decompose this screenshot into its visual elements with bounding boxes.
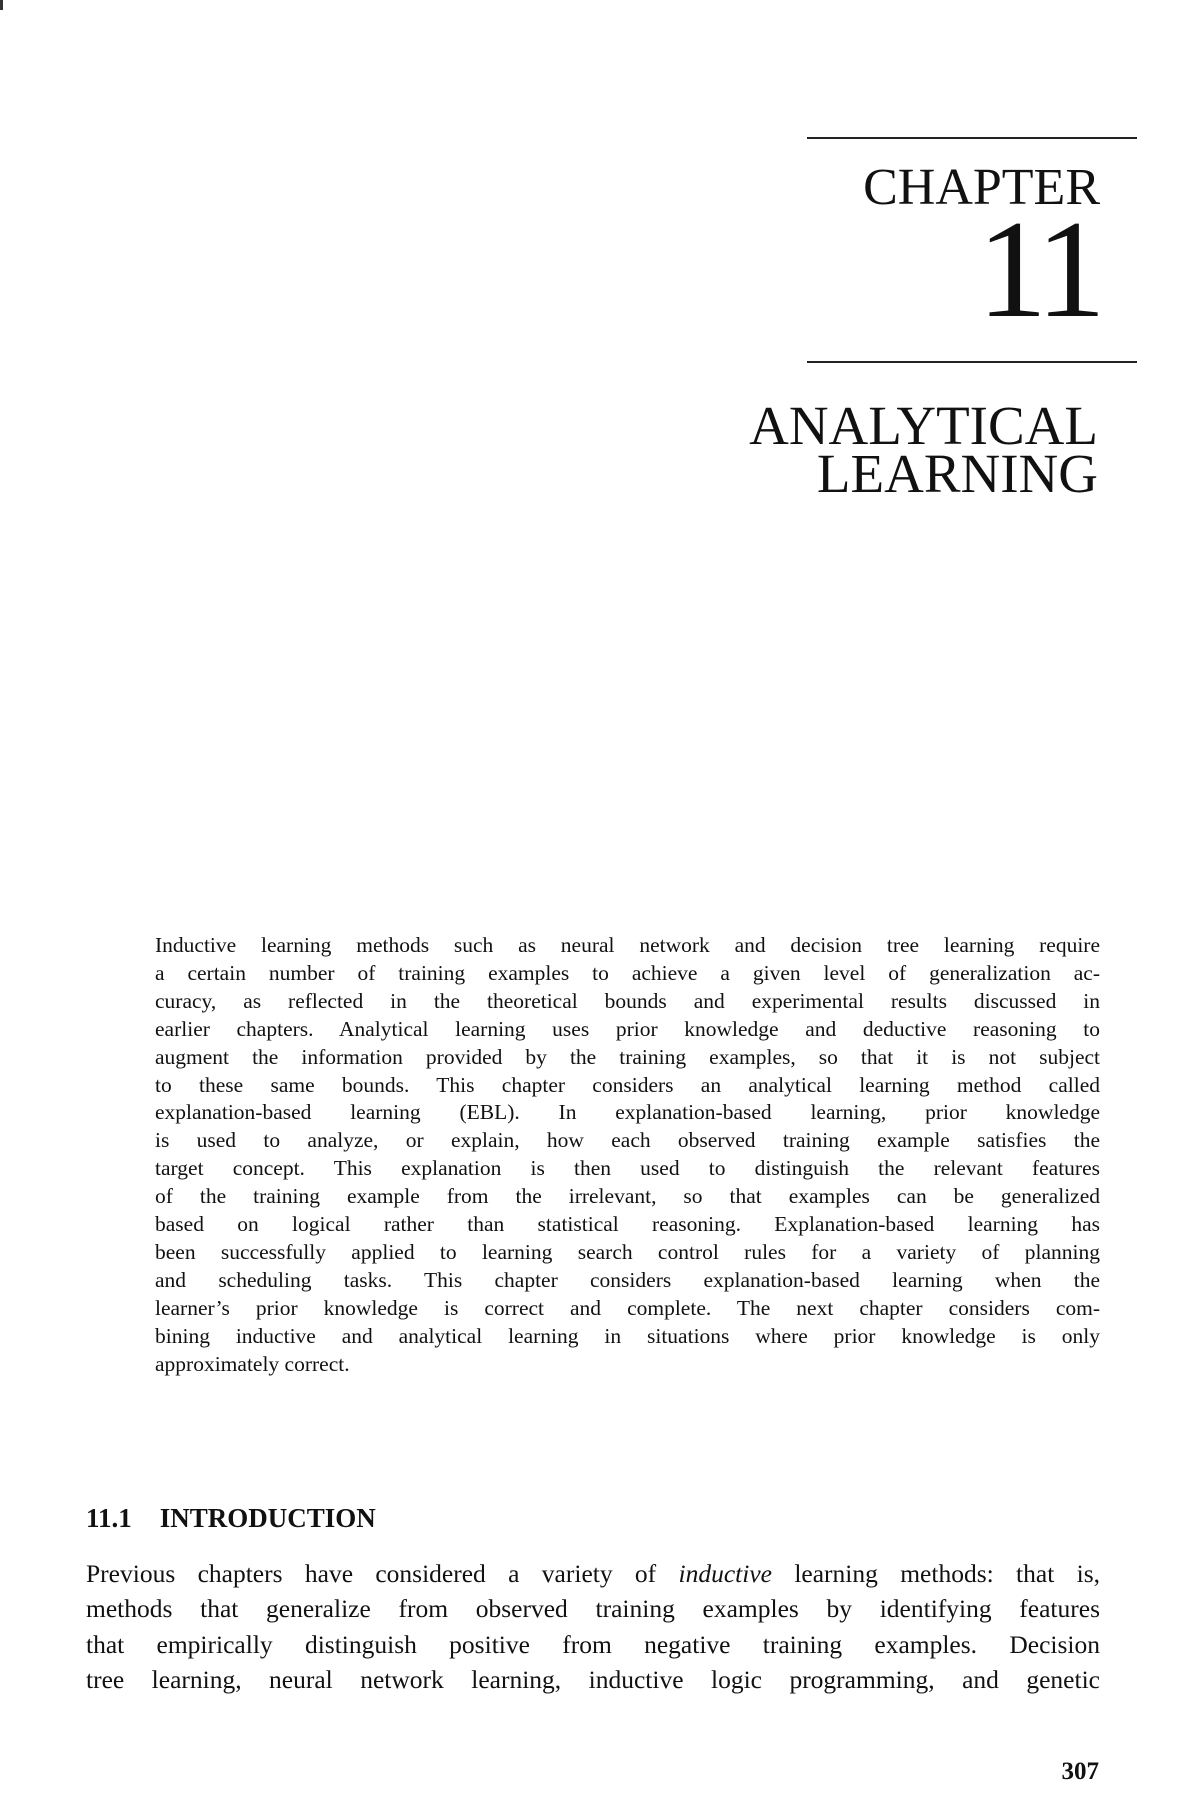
chapter-title-line: ANALYTICAL: [749, 395, 1098, 456]
text-run: Previous chapters have considered a variety of: [86, 1559, 679, 1588]
text-run: learning methods: that is,: [771, 1559, 1100, 1588]
abstract-line: is used to analyze, or explain, how each observed training example satisfies the: [155, 1128, 1100, 1153]
abstract-line: and scheduling tasks. This chapter considers explanation-based learning when the: [155, 1267, 1100, 1292]
abstract-line: Inductive learning methods such as neural network and decision tree learning require: [155, 933, 1100, 957]
section-title: INTRODUCTION: [159, 1503, 376, 1533]
body-line: that empirically distinguish positive from negative training examples. Decision: [86, 1629, 1100, 1659]
section-number: 11.1: [86, 1503, 132, 1533]
chapter-bottom-rule: [807, 361, 1137, 363]
scan-corner-mark: [0, 0, 3, 10]
abstract-line: target concept. This explanation is then used to distinguish the relevant features: [155, 1156, 1100, 1181]
chapter-title-line: LEARNING: [816, 443, 1098, 504]
chapter-number: 11: [977, 192, 1100, 347]
section-heading: [86, 1500, 376, 1536]
abstract-line: bining inductive and analytical learning in situations where prior knowledge is only: [155, 1323, 1100, 1348]
abstract-line: augment the information provided by the training examples, so that it is not subject: [155, 1044, 1100, 1069]
body-line: methods that generalize from observed training examples by identifying features: [86, 1594, 1100, 1624]
abstract-line: learner’s prior knowledge is correct and complete. The next chapter considers com-: [155, 1295, 1100, 1320]
abstract-line: of the training example from the irrelevant, so that examples can be generalized: [155, 1184, 1100, 1209]
abstract-line: been successfully applied to learning search control rules for a variety of planning: [155, 1239, 1100, 1264]
section-body: [86, 1556, 1100, 1697]
chapter-top-rule: [807, 137, 1137, 139]
body-line: [86, 1556, 1100, 1591]
abstract-line: earlier chapters. Analytical learning uses prior knowledge and deductive reasoning to: [155, 1016, 1100, 1041]
page-number: 307: [1061, 1758, 1099, 1785]
abstract-line: explanation-based learning (EBL). In explanation-based learning, prior knowledge: [155, 1100, 1100, 1125]
chapter-abstract: [155, 932, 1100, 1379]
abstract-line: a certain number of training examples to achieve a given level of generalization ac-: [155, 960, 1100, 985]
body-line: tree learning, neural network learning, inductive logic programming, and genetic: [86, 1664, 1100, 1694]
chapter-title: [749, 395, 1098, 504]
abstract-line: to these same bounds. This chapter considers an analytical learning method called: [155, 1072, 1100, 1097]
abstract-line: approximately correct.: [155, 1351, 350, 1376]
abstract-line: based on logical rather than statistical reasoning. Explanation-based learning has: [155, 1212, 1100, 1237]
abstract-line: curacy, as reflected in the theoretical bounds and experimental results discussed in: [155, 988, 1100, 1013]
chapter-label: CHAPTER: [863, 159, 1100, 216]
italic-term: inductive: [678, 1559, 772, 1588]
